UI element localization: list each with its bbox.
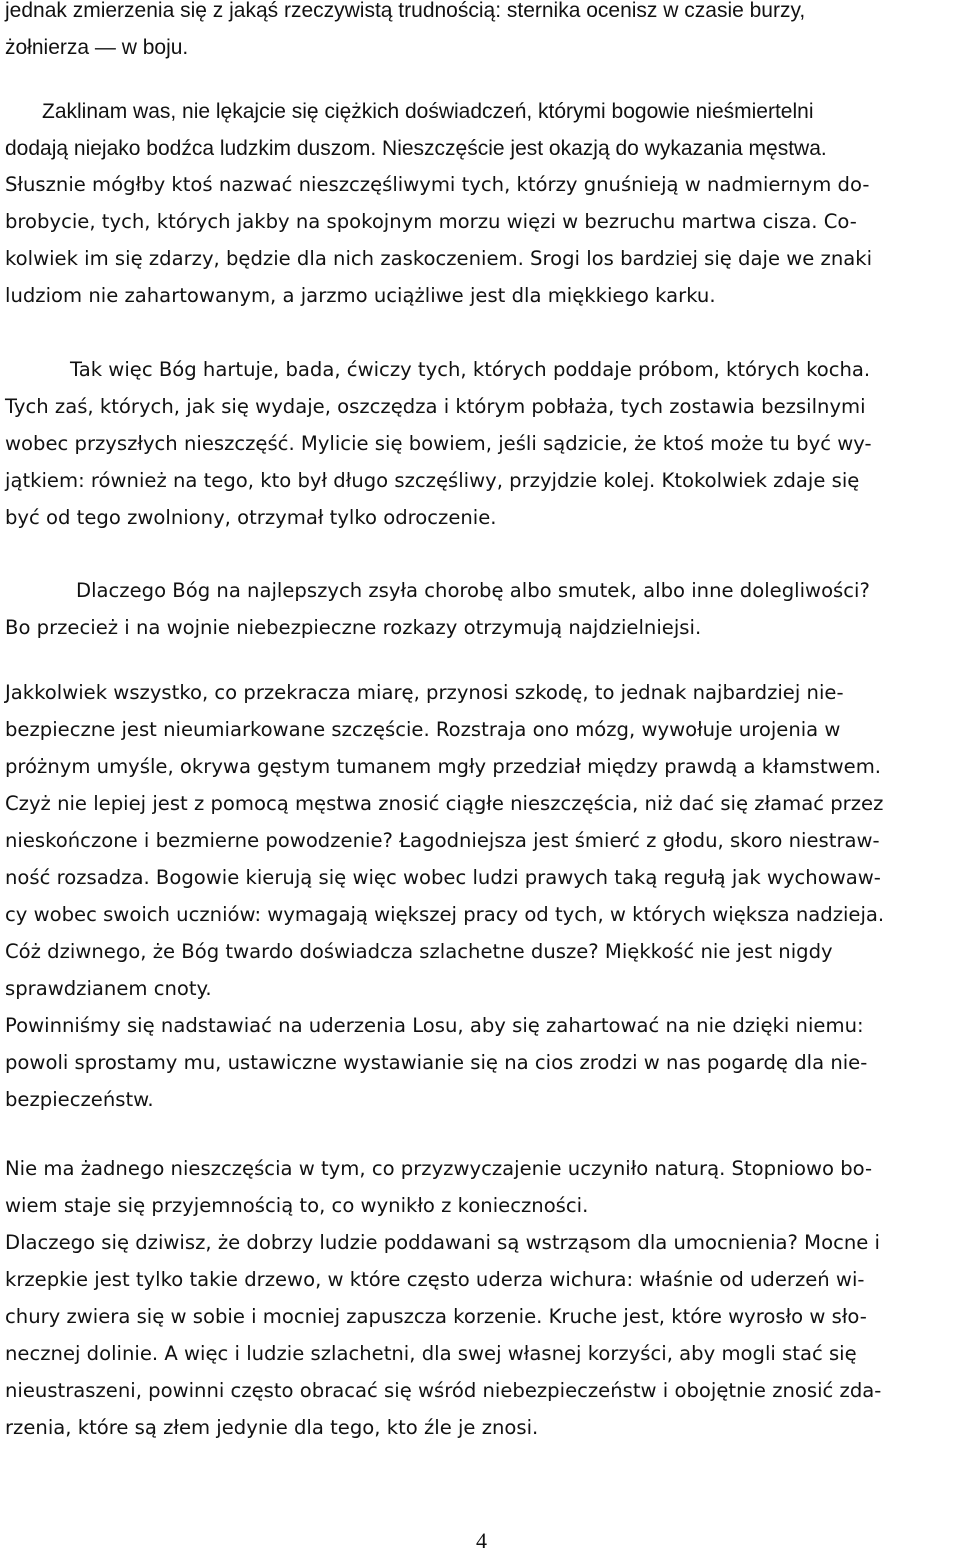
text-line: Cóż dziwnego, że Bóg twardo doświadcza szlachetne dusze? Miękkość nie jest nigdy: [5, 940, 833, 963]
text-line: Nie ma żadnego nieszczęścia w tym, co przyzwyczajenie uczyniło naturą. Stopniowo bo-: [5, 1157, 873, 1180]
text-line: Jakkolwiek wszystko, co przekracza miarę, przynosi szkodę, to jednak najbardziej nie-: [5, 681, 844, 704]
text-line: Bo przecież i na wojnie niebezpieczne rozkazy otrzymują najdzielniejsi.: [5, 616, 702, 639]
text-line: nieustraszeni, powinni często obracać się wśród niebezpieczeństw i obojętnie znosić zda-: [5, 1379, 882, 1402]
text-line: żołnierza — w boju.: [5, 36, 189, 59]
text-line: necznej dolinie. A więc i ludzie szlachetni, dla swej własnej korzyści, aby mogli stać się: [5, 1342, 857, 1365]
text-line: jednak zmierzenia się z jakąś rzeczywistą trudnością: sternika ocenisz w czasie burzy,: [5, 0, 806, 22]
text-line: bezpieczne jest nieumiarkowane szczęście. Rozstraja ono mózg, wywołuje urojenia w: [5, 718, 841, 741]
text-line: ność rozsadza. Bogowie kierują się więc wobec ludzi prawych taką regułą jak wychowaw-: [5, 866, 881, 889]
text-line: dodają niejako bodźca ludzkim duszom. Nieszczęście jest okazją do wykazania męstwa.: [5, 137, 827, 160]
text-line: wobec przyszłych nieszczęść. Mylicie się bowiem, jeśli sądzicie, że ktoś może tu być wy-: [5, 432, 872, 455]
text-line: Tak więc Bóg hartuje, bada, ćwiczy tych, których poddaje próbom, których kocha.: [70, 358, 871, 381]
text-line: wiem staje się przyjemnością to, co wynikło z konieczności.: [5, 1194, 589, 1217]
text-line: kolwiek im się zdarzy, będzie dla nich zaskoczeniem. Srogi los bardziej się daje we znaki: [5, 247, 873, 270]
text-line: Czyż nie lepiej jest z pomocą męstwa znosić ciągłe nieszczęścia, niż dać się złamać przez: [5, 792, 884, 815]
text-line: powoli sprostamy mu, ustawiczne wystawianie się na cios zrodzi w nas pogardę dla nie-: [5, 1051, 868, 1074]
text-line: sprawdzianem cnoty.: [5, 977, 212, 1000]
text-line: Słusznie mógłby ktoś nazwać nieszczęśliwymi tych, którzy gnuśnieją w nadmiernym do-: [5, 173, 870, 196]
text-line: jątkiem: również na tego, kto był długo szczęśliwy, przyjdzie kolej. Ktokolwiek zdaje się: [5, 469, 860, 492]
text-line: nieskończone i bezmierne powodzenie? Łagodniejsza jest śmierć z głodu, skoro niestraw-: [5, 829, 880, 852]
text-line: brobycie, tych, których jakby na spokojnym morzu więzi w bezruchu martwa cisza. Co-: [5, 210, 857, 233]
text-line: Dlaczego Bóg na najlepszych zsyła chorobę albo smutek, albo inne dolegliwości?: [76, 579, 870, 602]
text-line: Tych zaś, których, jak się wydaje, oszczędza i którym pobłaża, tych zostawia bezsilnymi: [5, 395, 866, 418]
text-line: Zaklinam was, nie lękajcie się ciężkich doświadczeń, którymi bogowie nieśmiertelni: [42, 100, 814, 123]
text-line: być od tego zwolniony, otrzymał tylko odroczenie.: [5, 506, 497, 529]
text-line: rzenia, które są złem jedynie dla tego, kto źle je znosi.: [5, 1416, 539, 1439]
text-line: chury zwiera się w sobie i mocniej zapuszcza korzenie. Kruche jest, które wyrosło w sło-: [5, 1305, 867, 1328]
text-line: Powinniśmy się nadstawiać na uderzenia Losu, aby się zahartować na nie dzięki niemu:: [5, 1014, 864, 1037]
text-line: próżnym umyśle, okrywa gęstym tumanem mgły przedział między prawdą a kłamstwem.: [5, 755, 882, 778]
text-line: ludziom nie zahartowanym, a jarzmo uciążliwe jest dla miękkiego karku.: [5, 284, 716, 307]
page-number: 4: [476, 1528, 487, 1553]
text-line: cy wobec swoich uczniów: wymagają większej pracy od tych, w których większa nadzieja.: [5, 903, 885, 926]
text-line: Dlaczego się dziwisz, że dobrzy ludzie poddawani są wstrząsom dla umocnienia? Mocne i: [5, 1231, 880, 1254]
text-line: krzepkie jest tylko takie drzewo, w które często uderza wichura: właśnie od uderzeń wi-: [5, 1268, 865, 1291]
text-line: bezpieczeństw.: [5, 1088, 154, 1111]
